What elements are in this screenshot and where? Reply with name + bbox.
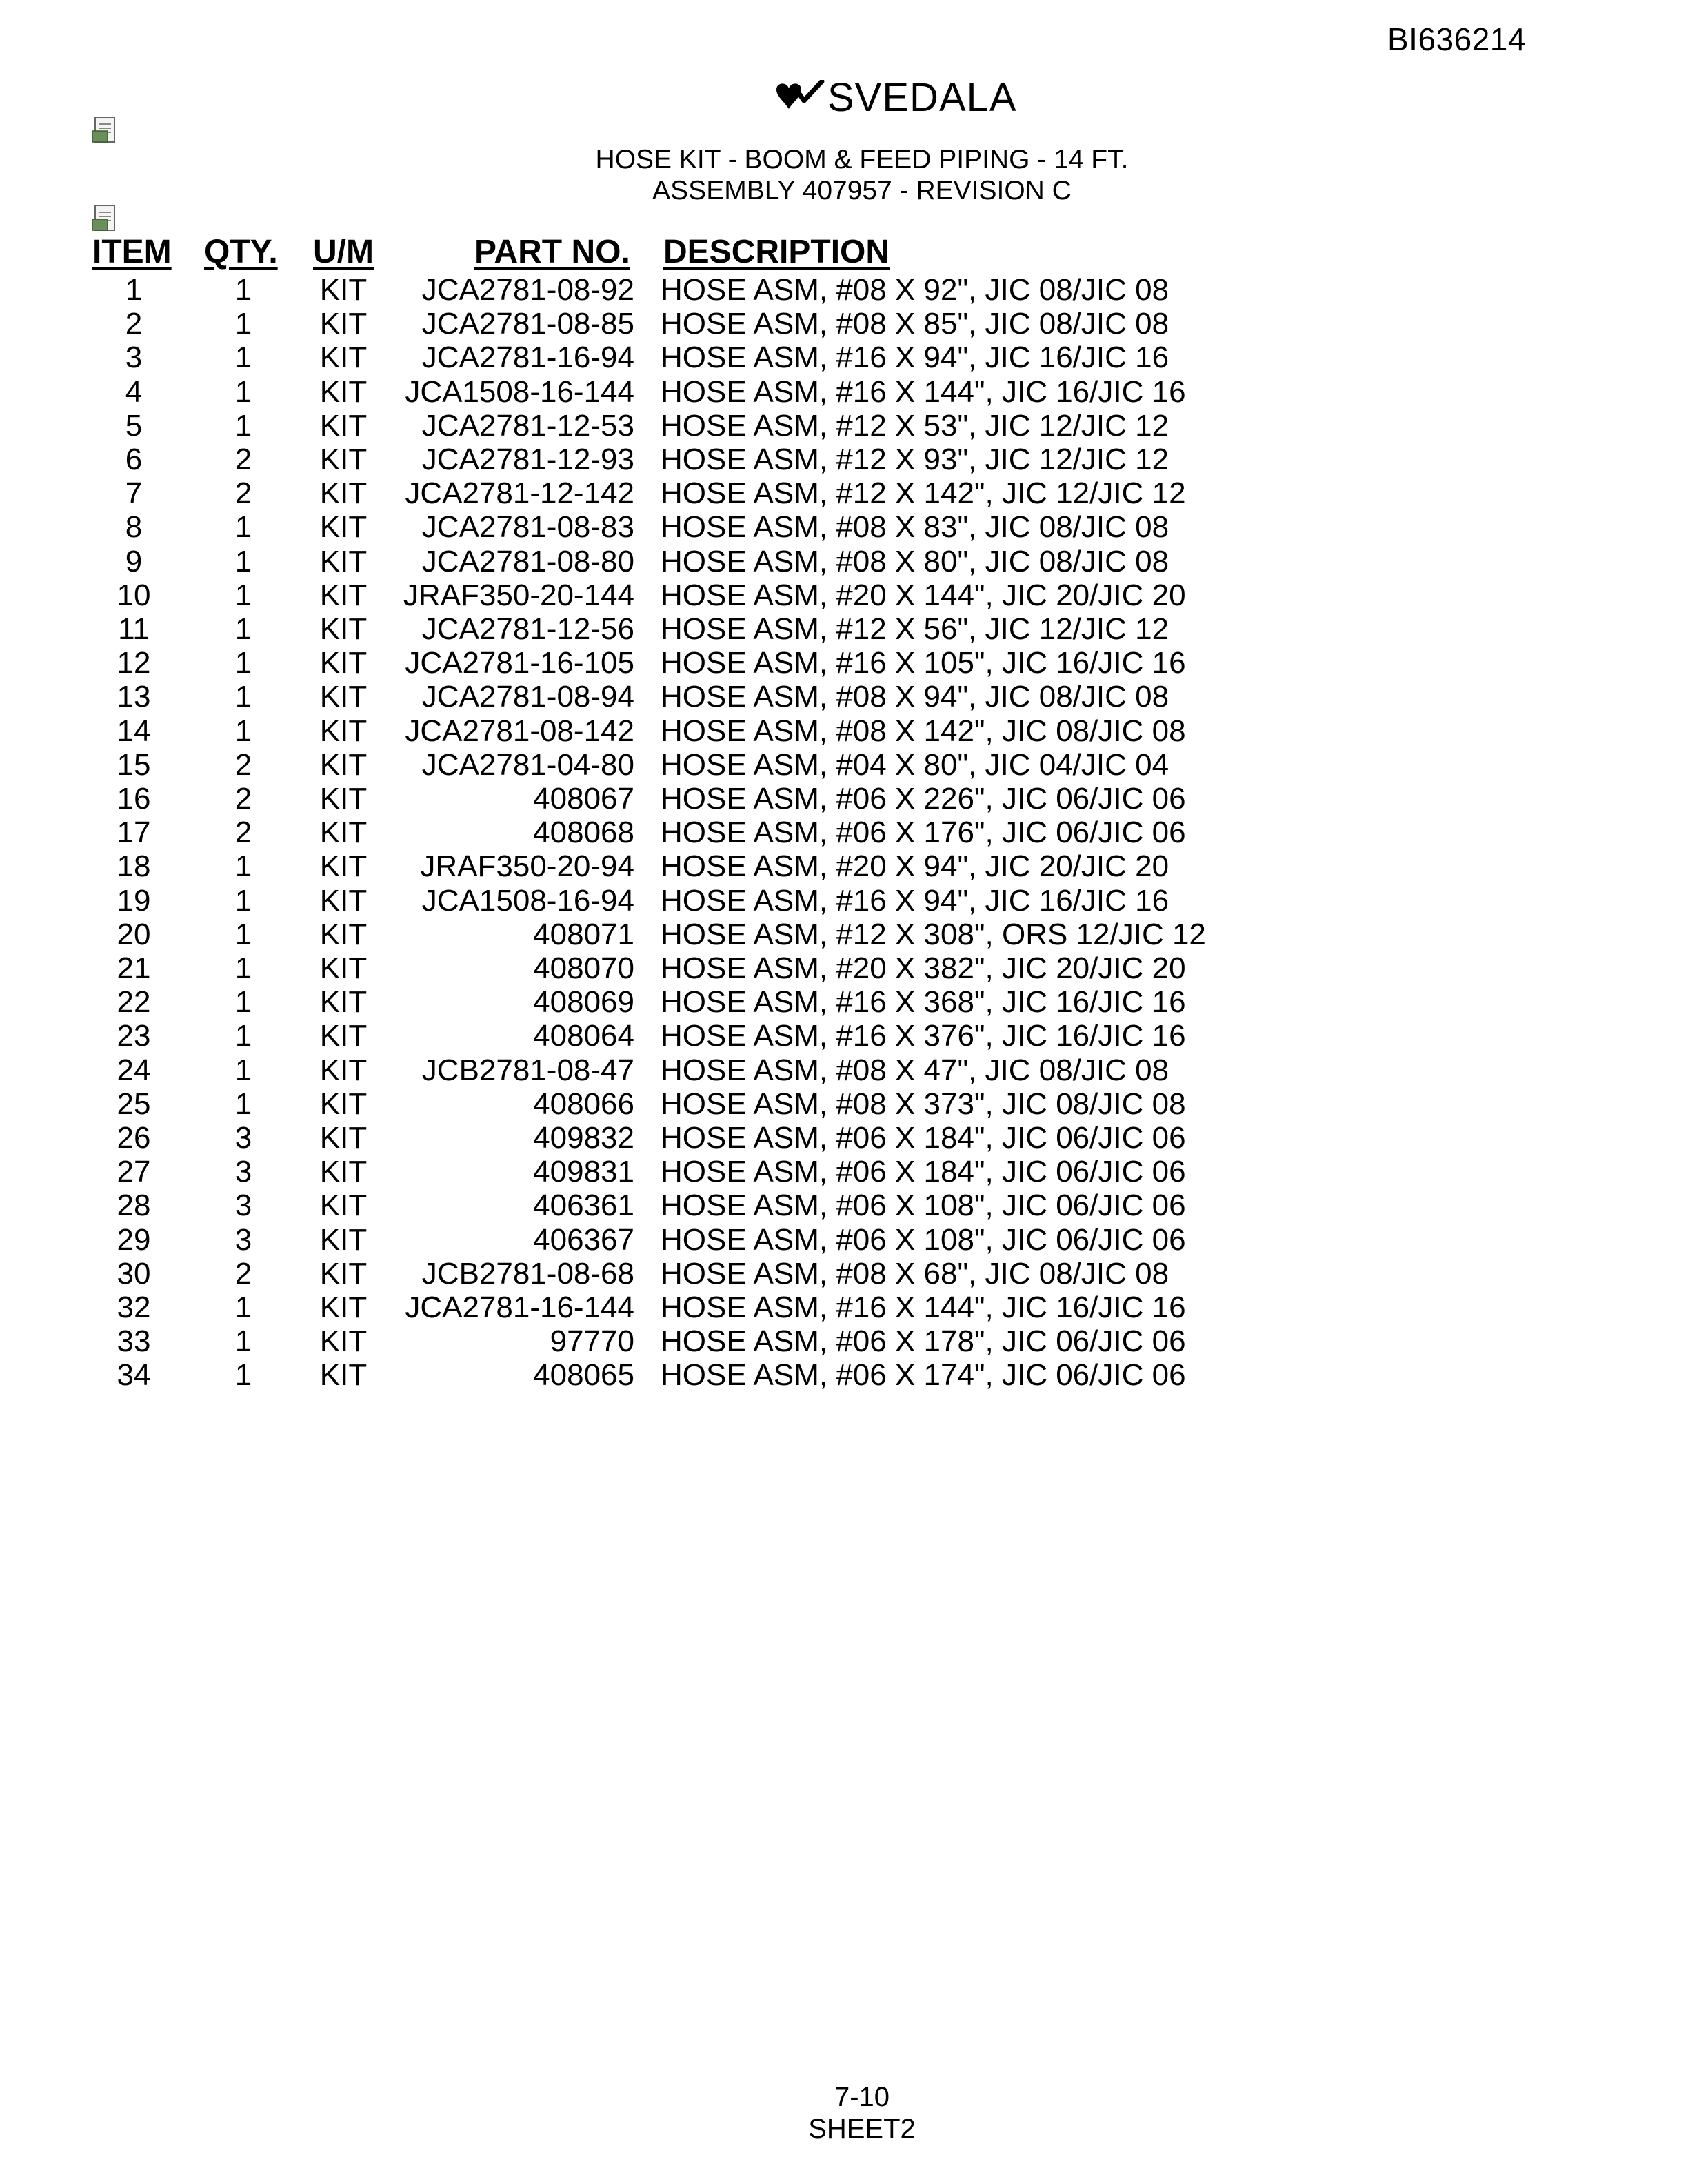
row-um: KIT: [319, 748, 368, 782]
row-um: KIT: [319, 510, 368, 544]
row-um: KIT: [319, 476, 368, 510]
row-description: HOSE ASM, #06 X 108", JIC 06/JIC 06: [661, 1223, 1186, 1257]
table-row: [0, 782, 1241, 816]
header-item: ITEM: [92, 234, 172, 270]
table-row: [0, 1257, 1241, 1291]
row-part-no: JCA2781-12-93: [421, 443, 634, 476]
row-qty: 3: [234, 1121, 252, 1155]
row-item: 2: [125, 307, 143, 341]
table-row: [0, 1053, 1241, 1087]
row-um: KIT: [319, 1121, 368, 1155]
row-item: 23: [117, 1019, 151, 1053]
row-item: 12: [117, 646, 151, 680]
row-um: KIT: [319, 307, 368, 341]
row-description: HOSE ASM, #16 X 144", JIC 16/JIC 16: [661, 375, 1186, 409]
table-row: [0, 578, 1241, 612]
row-um: KIT: [319, 341, 368, 374]
row-qty: 1: [234, 680, 252, 714]
row-um: KIT: [319, 918, 368, 951]
table-row: [0, 646, 1241, 680]
row-description: HOSE ASM, #06 X 178", JIC 06/JIC 06: [661, 1324, 1186, 1358]
row-part-no: JCA2781-12-142: [405, 476, 634, 510]
row-description: HOSE ASM, #12 X 308", ORS 12/JIC 12: [661, 918, 1206, 951]
row-description: HOSE ASM, #12 X 56", JIC 12/JIC 12: [661, 612, 1169, 646]
table-row: [0, 545, 1241, 578]
row-item: 29: [117, 1223, 151, 1257]
row-item: 22: [117, 985, 151, 1019]
row-part-no: JRAF350-20-144: [403, 578, 634, 612]
row-description: HOSE ASM, #12 X 93", JIC 12/JIC 12: [661, 443, 1169, 476]
row-um: KIT: [319, 273, 368, 307]
row-um: KIT: [319, 884, 368, 918]
table-row: [0, 476, 1241, 510]
row-um: KIT: [319, 714, 368, 748]
row-description: HOSE ASM, #06 X 184", JIC 06/JIC 06: [661, 1121, 1186, 1155]
row-description: HOSE ASM, #04 X 80", JIC 04/JIC 04: [661, 748, 1169, 782]
row-qty: 1: [234, 1087, 252, 1121]
header-um: U/M: [313, 234, 374, 270]
row-part-no: 408067: [533, 782, 634, 816]
row-um: KIT: [319, 545, 368, 578]
row-qty: 1: [234, 341, 252, 374]
row-description: HOSE ASM, #08 X 47", JIC 08/JIC 08: [661, 1053, 1169, 1087]
row-item: 28: [117, 1189, 151, 1222]
row-part-no: 408071: [533, 918, 634, 951]
row-description: HOSE ASM, #20 X 382", JIC 20/JIC 20: [661, 951, 1186, 985]
row-part-no: 409831: [533, 1155, 634, 1189]
row-part-no: 408066: [533, 1087, 634, 1121]
table-row: [0, 375, 1241, 409]
row-qty: 1: [234, 307, 252, 341]
table-row: [0, 680, 1241, 714]
header-part-no: PART NO.: [474, 234, 630, 270]
table-row: [0, 409, 1241, 443]
row-qty: 1: [234, 1019, 252, 1053]
row-um: KIT: [319, 409, 368, 443]
table-row: [0, 849, 1241, 883]
row-qty: 1: [234, 409, 252, 443]
table-header: [0, 233, 1241, 270]
row-part-no: 408068: [533, 816, 634, 849]
document-subtitle: ASSEMBLY 407957 - REVISION C: [652, 176, 1072, 205]
row-qty: 1: [234, 1053, 252, 1087]
row-item: 24: [117, 1053, 151, 1087]
row-part-no: JCB2781-08-47: [421, 1053, 634, 1087]
document-icon[interactable]: [91, 204, 120, 234]
row-um: KIT: [319, 1087, 368, 1121]
table-row: [0, 307, 1241, 341]
row-item: 20: [117, 918, 151, 951]
row-qty: 1: [234, 884, 252, 918]
row-um: KIT: [319, 1019, 368, 1053]
row-description: HOSE ASM, #08 X 373", JIC 08/JIC 08: [661, 1087, 1186, 1121]
row-item: 8: [125, 510, 143, 544]
row-um: KIT: [319, 578, 368, 612]
row-part-no: JCA2781-08-80: [421, 545, 634, 578]
row-part-no: JCA1508-16-144: [405, 375, 634, 409]
row-part-no: JCA2781-08-94: [421, 680, 634, 714]
row-item: 13: [117, 680, 151, 714]
row-part-no: JCA2781-08-92: [421, 273, 634, 307]
row-item: 21: [117, 951, 151, 985]
row-description: HOSE ASM, #16 X 94", JIC 16/JIC 16: [661, 341, 1169, 374]
row-um: KIT: [319, 443, 368, 476]
row-part-no: 408064: [533, 1019, 634, 1053]
row-um: KIT: [319, 1223, 368, 1257]
table-row: [0, 714, 1241, 748]
table-row: [0, 1019, 1241, 1053]
row-description: HOSE ASM, #08 X 80", JIC 08/JIC 08: [661, 545, 1169, 578]
row-qty: 1: [234, 951, 252, 985]
sheet-label: SHEET2: [808, 2114, 916, 2144]
row-part-no: JCA2781-12-56: [421, 612, 634, 646]
row-description: HOSE ASM, #06 X 108", JIC 06/JIC 06: [661, 1189, 1186, 1222]
row-qty: 2: [234, 476, 252, 510]
row-qty: 1: [234, 1324, 252, 1358]
row-description: HOSE ASM, #06 X 174", JIC 06/JIC 06: [661, 1358, 1186, 1392]
row-item: 6: [125, 443, 143, 476]
row-part-no: JCA2781-16-144: [405, 1291, 634, 1324]
row-item: 18: [117, 849, 151, 883]
row-qty: 2: [234, 816, 252, 849]
row-qty: 1: [234, 375, 252, 409]
row-um: KIT: [319, 646, 368, 680]
row-item: 30: [117, 1257, 151, 1291]
row-part-no: 406367: [533, 1223, 634, 1257]
row-qty: 1: [234, 273, 252, 307]
row-qty: 2: [234, 443, 252, 476]
row-part-no: JCA2781-04-80: [421, 748, 634, 782]
row-um: KIT: [319, 1291, 368, 1324]
row-qty: 2: [234, 782, 252, 816]
row-item: 11: [118, 612, 150, 646]
row-qty: 1: [234, 1358, 252, 1392]
svedala-logo: [774, 74, 1017, 121]
row-qty: 1: [234, 510, 252, 544]
row-part-no: JCA2781-08-83: [421, 510, 634, 544]
row-description: HOSE ASM, #08 X 92", JIC 08/JIC 08: [661, 273, 1169, 307]
row-qty: 1: [234, 985, 252, 1019]
table-row: [0, 918, 1241, 951]
row-part-no: 408069: [533, 985, 634, 1019]
row-qty: 1: [234, 849, 252, 883]
row-item: 3: [125, 341, 143, 374]
table-row: [0, 748, 1241, 782]
row-description: HOSE ASM, #08 X 83", JIC 08/JIC 08: [661, 510, 1169, 544]
row-qty: 1: [234, 1291, 252, 1324]
table-row: [0, 510, 1241, 544]
row-item: 25: [117, 1087, 151, 1121]
row-description: HOSE ASM, #12 X 142", JIC 12/JIC 12: [661, 476, 1186, 510]
row-item: 34: [117, 1358, 151, 1392]
row-part-no: JCA1508-16-94: [421, 884, 634, 918]
row-qty: 1: [234, 918, 252, 951]
row-description: HOSE ASM, #12 X 53", JIC 12/JIC 12: [661, 409, 1169, 443]
row-item: 32: [117, 1291, 151, 1324]
row-um: KIT: [319, 375, 368, 409]
row-part-no: 408070: [533, 951, 634, 985]
row-description: HOSE ASM, #06 X 184", JIC 06/JIC 06: [661, 1155, 1186, 1189]
row-description: HOSE ASM, #20 X 94", JIC 20/JIC 20: [661, 849, 1169, 883]
row-item: 7: [125, 476, 143, 510]
table-row: [0, 1189, 1241, 1222]
row-qty: 3: [234, 1189, 252, 1222]
document-id: BI636214: [1387, 21, 1526, 57]
row-item: 14: [117, 714, 151, 748]
row-description: HOSE ASM, #16 X 144", JIC 16/JIC 16: [661, 1291, 1186, 1324]
row-part-no: JCB2781-08-68: [421, 1257, 634, 1291]
row-um: KIT: [319, 849, 368, 883]
table-row: [0, 816, 1241, 849]
row-description: HOSE ASM, #08 X 94", JIC 08/JIC 08: [661, 680, 1169, 714]
row-part-no: JCA2781-08-142: [405, 714, 634, 748]
row-qty: 3: [234, 1155, 252, 1189]
table-row: [0, 1358, 1241, 1392]
row-part-no: 408065: [533, 1358, 634, 1392]
row-um: KIT: [319, 782, 368, 816]
table-row: [0, 612, 1241, 646]
row-part-no: JCA2781-12-53: [421, 409, 634, 443]
row-qty: 1: [234, 646, 252, 680]
row-qty: 1: [234, 612, 252, 646]
row-description: HOSE ASM, #16 X 376", JIC 16/JIC 16: [661, 1019, 1186, 1053]
row-item: 17: [117, 816, 151, 849]
row-qty: 2: [234, 748, 252, 782]
row-item: 10: [117, 578, 151, 612]
table-row: [0, 1324, 1241, 1358]
table-row: [0, 341, 1241, 374]
row-um: KIT: [319, 1358, 368, 1392]
row-item: 9: [125, 545, 143, 578]
row-um: KIT: [319, 985, 368, 1019]
table-row: [0, 443, 1241, 476]
row-qty: 2: [234, 1257, 252, 1291]
row-part-no: 406361: [533, 1189, 634, 1222]
row-um: KIT: [319, 816, 368, 849]
table-row: [0, 951, 1241, 985]
table-row: [0, 1087, 1241, 1121]
row-description: HOSE ASM, #06 X 226", JIC 06/JIC 06: [661, 782, 1186, 816]
row-part-no: JCA2781-08-85: [421, 307, 634, 341]
row-description: HOSE ASM, #16 X 105", JIC 16/JIC 16: [661, 646, 1186, 680]
row-item: 27: [117, 1155, 151, 1189]
row-description: HOSE ASM, #08 X 85", JIC 08/JIC 08: [661, 307, 1169, 341]
row-item: 4: [125, 375, 143, 409]
header-description: DESCRIPTION: [663, 234, 890, 270]
row-um: KIT: [319, 1189, 368, 1222]
row-item: 15: [117, 748, 151, 782]
row-qty: 3: [234, 1223, 252, 1257]
table-row: [0, 1155, 1241, 1189]
page-number: 7-10: [834, 2082, 890, 2112]
row-item: 33: [117, 1324, 151, 1358]
row-description: HOSE ASM, #20 X 144", JIC 20/JIC 20: [661, 578, 1186, 612]
row-part-no: 409832: [533, 1121, 634, 1155]
row-um: KIT: [319, 680, 368, 714]
row-um: KIT: [319, 1053, 368, 1087]
row-item: 26: [117, 1121, 151, 1155]
row-um: KIT: [319, 951, 368, 985]
row-description: HOSE ASM, #08 X 68", JIC 08/JIC 08: [661, 1257, 1169, 1291]
logo-text: SVEDALA: [827, 75, 1017, 120]
row-part-no: 97770: [550, 1324, 634, 1358]
row-part-no: JCA2781-16-94: [421, 341, 634, 374]
row-qty: 1: [234, 714, 252, 748]
table-row: [0, 1291, 1241, 1324]
header-qty: QTY.: [204, 234, 278, 270]
row-um: KIT: [319, 1155, 368, 1189]
document-icon[interactable]: [91, 116, 120, 146]
row-part-no: JRAF350-20-94: [420, 849, 634, 883]
row-um: KIT: [319, 612, 368, 646]
table-row: [0, 985, 1241, 1019]
row-qty: 1: [234, 545, 252, 578]
row-um: KIT: [319, 1257, 368, 1291]
row-qty: 1: [234, 578, 252, 612]
document-title: HOSE KIT - BOOM & FEED PIPING - 14 FT.: [595, 145, 1129, 174]
row-item: 16: [117, 782, 151, 816]
row-description: HOSE ASM, #16 X 94", JIC 16/JIC 16: [661, 884, 1169, 918]
row-part-no: JCA2781-16-105: [405, 646, 634, 680]
table-row: [0, 1121, 1241, 1155]
row-description: HOSE ASM, #06 X 176", JIC 06/JIC 06: [661, 816, 1186, 849]
row-item: 1: [125, 273, 143, 307]
row-description: HOSE ASM, #08 X 142", JIC 08/JIC 08: [661, 714, 1186, 748]
row-um: KIT: [319, 1324, 368, 1358]
table-row: [0, 884, 1241, 918]
table-row: [0, 273, 1241, 307]
table-row: [0, 1223, 1241, 1257]
svedala-heart-logo-icon: [774, 80, 825, 116]
row-item: 19: [117, 884, 151, 918]
row-description: HOSE ASM, #16 X 368", JIC 16/JIC 16: [661, 985, 1186, 1019]
row-item: 5: [125, 409, 143, 443]
